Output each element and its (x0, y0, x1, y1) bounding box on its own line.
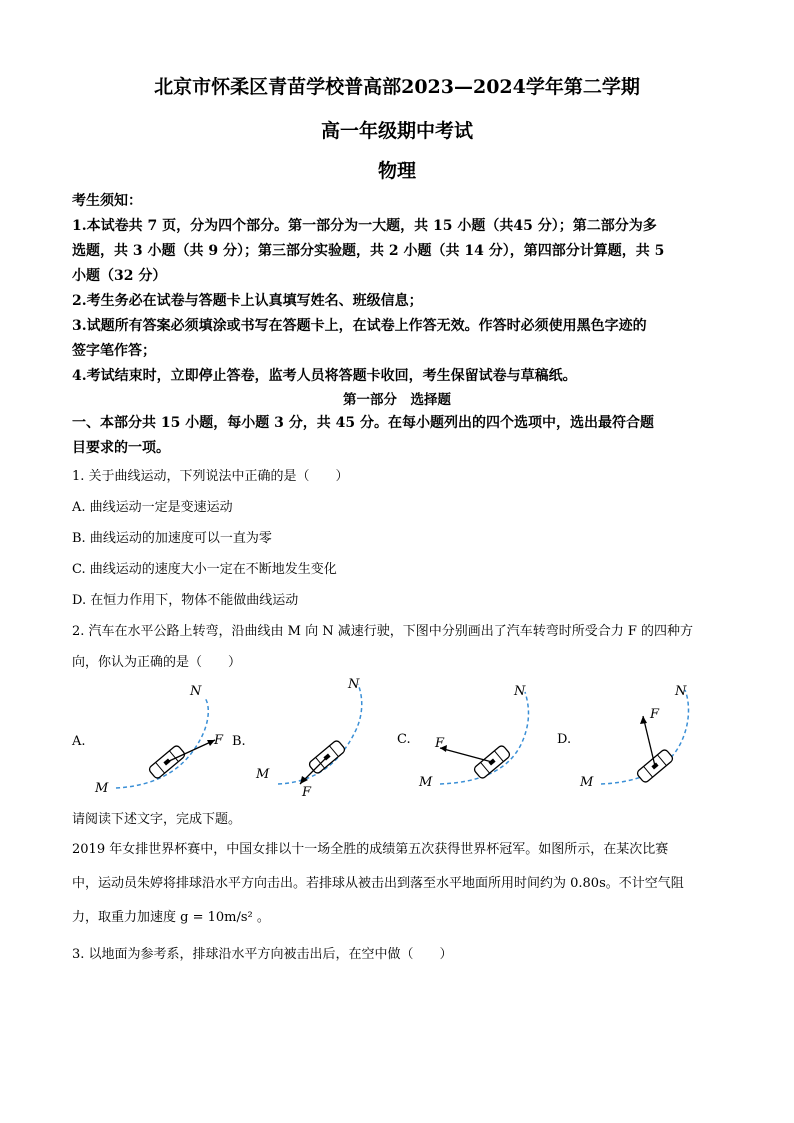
school-title: 北京市怀柔区青苗学校普高部2023—2024学年第二学期 (154, 76, 640, 98)
notice-heading: 考生须知： (72, 193, 142, 209)
q2-diagram-b (230, 672, 390, 802)
diagram-b-option-label: B. (232, 734, 246, 749)
diagram-c-force-arrow (440, 748, 492, 762)
notice-item-3-line-2: 签字笔作答； (72, 343, 156, 359)
notice-item-2: 2.考生务必在试卷与答题卡上认真填写姓名、班级信息； (72, 293, 423, 309)
passage-line-1: 2019 年女排世界杯赛中，中国女排以十一场全胜的成绩第五次获得世界杯冠军。如图所示，在某次比赛 (72, 842, 669, 857)
diagram-d-f-label: F (650, 707, 660, 722)
diagram-b-f-label: F (302, 785, 312, 800)
diagram-d-n-label: N (675, 684, 687, 699)
part1-instructions-line-2: 目要求的一项。 (72, 440, 170, 456)
diagram-a-f-label: F (214, 733, 224, 748)
q1-option-c: C. 曲线运动的速度大小一定在不断地发生变化 (72, 562, 337, 577)
passage-lead: 请阅读下述文字，完成下题。 (72, 812, 242, 827)
diagram-c-f-label: F (435, 736, 445, 751)
notice-item-1-line-3: 小题（32 分） (72, 268, 167, 284)
diagram-d-option-label: D. (557, 732, 572, 747)
notice-item-1-line-2: 选题，共 3 小题（共 9 分）；第三部分实验题，共 2 小题（共 14 分），第四部分计算题，共 5 (72, 243, 665, 259)
q2-stem-line-2: 向，你认为正确的是（ ） (72, 655, 242, 670)
q3-stem: 3. 以地面为参考系，排球沿水平方向被击出后，在空中做（ ） (72, 947, 453, 962)
q1-option-d: D. 在恒力作用下，物体不能做曲线运动 (72, 593, 299, 608)
q1-stem: 1. 关于曲线运动，下列说法中正确的是（ ） (72, 469, 349, 484)
notice-item-1-line-1: 1.本试卷共 7 页，分为四个部分。第一部分为一大题，共 15 小题（共45 分）；第二部分为多 (72, 218, 657, 234)
diagram-b-n-label: N (348, 677, 360, 692)
diagram-d-force-arrow (643, 716, 655, 766)
diagram-c-n-label: N (514, 684, 526, 699)
diagram-a-n-label: N (190, 684, 202, 699)
part1-heading: 第一部分 选择题 (343, 392, 451, 408)
subject-title: 物理 (377, 160, 416, 182)
passage-line-2: 中，运动员朱婷将排球沿水平方向击出。若排球从被击出到落至水平地面所用时间约为 0.80s。不计空气阻 (72, 876, 684, 891)
notice-item-3-line-1: 3.试题所有答案必须填涂或书写在答题卡上，在试卷上作答无效。作答时必须使用黑色字迹的 (72, 318, 647, 334)
diagram-c-m-label: M (419, 775, 433, 790)
part1-instructions-line-1: 一、本部分共 15 小题，每小题 3 分，共 45 分。在每小题列出的四个选项中，选出最符合题 (72, 415, 654, 431)
diagram-c-option-label: C. (397, 732, 411, 747)
notice-item-4: 4.考试结束时，立即停止答卷，监考人员将答题卡收回，考生保留试卷与草稿纸。 (72, 368, 577, 384)
q2-stem-line-1: 2. 汽车在水平公路上转弯，沿曲线由 M 向 N 减速行驶，下图中分别画出了汽车转弯时所受合力 F 的四种方 (72, 624, 694, 639)
q2-diagram-d (555, 680, 725, 800)
diagram-a-option-label: A. (72, 734, 86, 749)
diagram-d-m-label: M (580, 775, 594, 790)
exam-title: 高一年级期中考试 (320, 120, 473, 142)
q2-diagram-a (70, 680, 240, 800)
q1-option-a: A. 曲线运动一定是变速运动 (72, 500, 233, 515)
diagram-a-m-label: M (95, 781, 109, 796)
q2-diagram-c (395, 680, 555, 800)
q1-option-b: B. 曲线运动的加速度可以一直为零 (72, 531, 272, 546)
diagram-b-m-label: M (256, 767, 270, 782)
passage-line-3: 力，取重力加速度 g = 10m/s² 。 (72, 910, 270, 925)
